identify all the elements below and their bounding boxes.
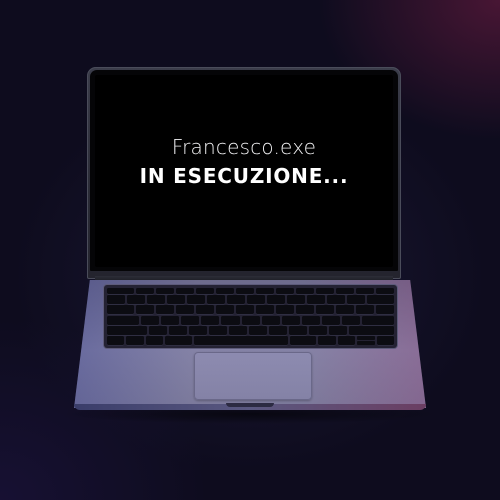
key [316,305,334,314]
key [287,295,305,304]
key [156,305,174,314]
key-command-right [290,336,316,345]
key [256,288,274,294]
key [229,326,247,335]
key [276,288,294,294]
trackpad [194,352,312,400]
keyboard-row-numbers [107,295,394,304]
key-shift-right [349,326,394,335]
key [147,295,165,304]
key-space [194,336,288,345]
key [181,316,199,325]
key [262,316,280,325]
key [309,326,327,335]
key [141,316,159,325]
key [376,288,394,294]
key-command-left [165,336,191,345]
key [169,326,187,335]
key [356,305,374,314]
key-control [126,336,143,345]
key [247,295,265,304]
keyboard-row-bottom-letters [107,326,394,335]
key [176,305,194,314]
key [176,288,194,294]
key [227,295,245,304]
key [216,288,234,294]
screen-message [95,133,393,191]
key [127,295,145,304]
laptop-lid [87,67,401,279]
key [107,295,125,304]
key [256,305,274,314]
key-backspace [367,295,394,304]
keyboard-row-home [107,316,394,325]
key-arrow-up [357,336,374,340]
keyboard-keys [107,288,394,345]
key [107,288,134,294]
key [136,305,154,314]
key [302,316,320,325]
keyboard-row-top-letters [107,305,394,314]
key [209,326,227,335]
program-name: Francesco.exe [171,135,317,159]
key [187,295,205,304]
keyboard [104,285,397,348]
key [149,326,167,335]
screen-bezel [90,70,398,271]
key [296,305,314,314]
key-arrow-left [338,336,355,345]
key-arrow-down [357,341,374,345]
key [276,305,294,314]
key [196,288,214,294]
key [196,305,214,314]
key-fn [107,336,124,345]
key-arrow-up-down [357,336,374,345]
key-arrow-right [377,336,394,345]
key [189,326,207,335]
key [221,316,239,325]
key-return [362,316,394,325]
key [307,295,325,304]
running-status: IN ESECUZIONE... [139,164,349,188]
key [296,288,314,294]
key [161,316,179,325]
key [236,305,254,314]
key [316,288,334,294]
key [322,316,340,325]
key [236,288,254,294]
key [336,305,354,314]
key-caps-lock [107,316,139,325]
key [249,326,267,335]
key [269,326,287,335]
keyboard-row-space [107,336,394,345]
key [347,295,365,304]
key [136,288,154,294]
key [282,316,300,325]
key [342,316,360,325]
key [207,295,225,304]
key [356,288,374,294]
laptop-screen [95,75,393,267]
key [376,305,394,314]
key [289,326,307,335]
key-shift-left [107,326,147,335]
lid-open-notch [226,403,274,407]
key [242,316,260,325]
key-option-right [318,336,335,345]
key [267,295,285,304]
key-option [146,336,163,345]
key [327,295,345,304]
key [329,326,347,335]
key [167,295,185,304]
key [201,316,219,325]
key-tab [107,305,134,314]
keyboard-row-function [107,288,394,294]
key [336,288,354,294]
key [216,305,234,314]
key [156,288,174,294]
